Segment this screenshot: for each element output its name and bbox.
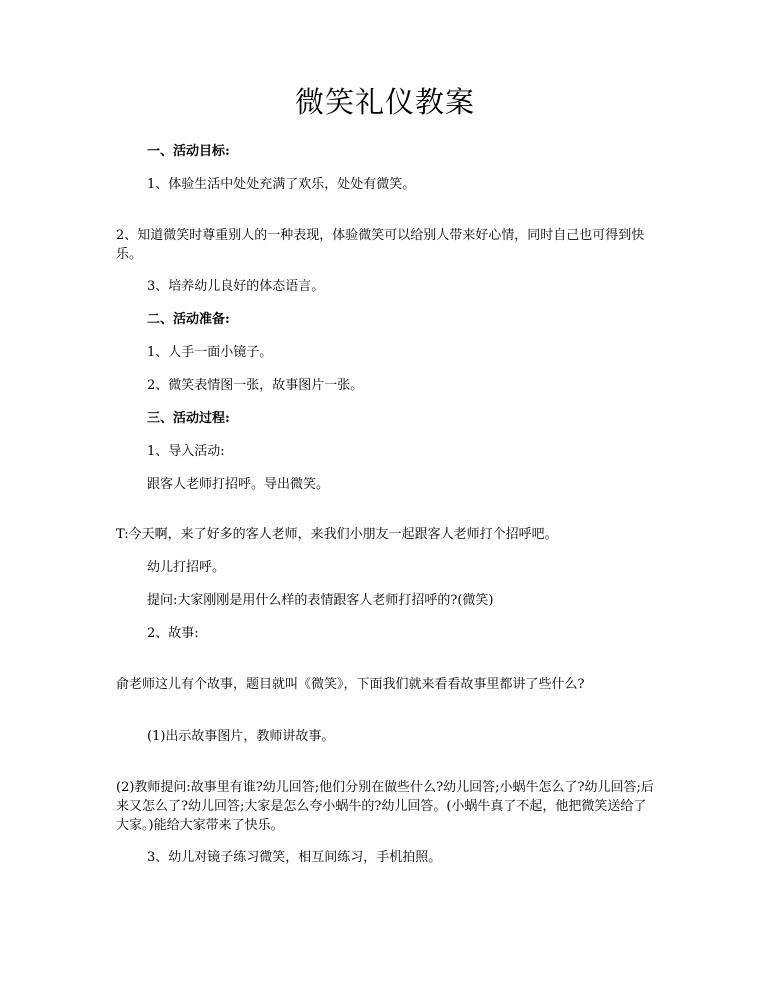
paragraph: 提问:大家刚刚是用什么样的表情跟客人老师打招呼的?(微笑) <box>147 593 494 608</box>
paragraph: 1、导入活动: <box>147 444 225 459</box>
paragraph: 2、微笑表情图一张，故事图片一张。 <box>147 378 364 393</box>
section-heading-preparation: 二、活动准备: <box>147 312 230 327</box>
paragraph: 2、故事: <box>147 626 199 641</box>
paragraph: 1、人手一面小镜子。 <box>147 345 273 360</box>
section-heading-goals: 一、活动目标: <box>147 144 230 159</box>
paragraph: 2、知道微笑时尊重别人的一种表现，体验微笑可以给别人带来好心情，同时自己也可得到快乐。 <box>116 228 645 262</box>
section-heading-process: 三、活动过程: <box>147 411 230 426</box>
paragraph: (1)出示故事图片，教师讲故事。 <box>147 729 335 744</box>
paragraph: 幼儿打招呼。 <box>147 560 226 575</box>
paragraph: 3、幼儿对镜子练习微笑，相互间练习，手机拍照。 <box>147 850 442 865</box>
paragraph: 1、体验生活中处处充满了欢乐，处处有微笑。 <box>147 177 416 192</box>
paragraph: 3、培养幼儿良好的体态语言。 <box>147 279 325 294</box>
paragraph: 跟客人老师打招呼。导出微笑。 <box>147 477 330 492</box>
paragraph: 俞老师这儿有个故事，题目就叫《微笑》，下面我们就来看看故事里都讲了些什么? <box>116 677 585 692</box>
paragraph: (2)教师提问:故事里有谁?幼儿回答;他们分别在做些什么?幼儿回答;小蜗牛怎么了?幼儿回答;后来又怎么了?幼儿回答;大家是怎么夸小蜗牛的?幼儿回答。(小蜗牛真了不起，他把微笑送给了大家。)能给大家带来了快乐。 <box>116 780 654 833</box>
paragraph: T:今天啊，来了好多的客人老师，来我们小朋友一起跟客人老师打个招呼吧。 <box>116 527 558 542</box>
document-title: 微笑礼仪教案 <box>294 85 475 119</box>
